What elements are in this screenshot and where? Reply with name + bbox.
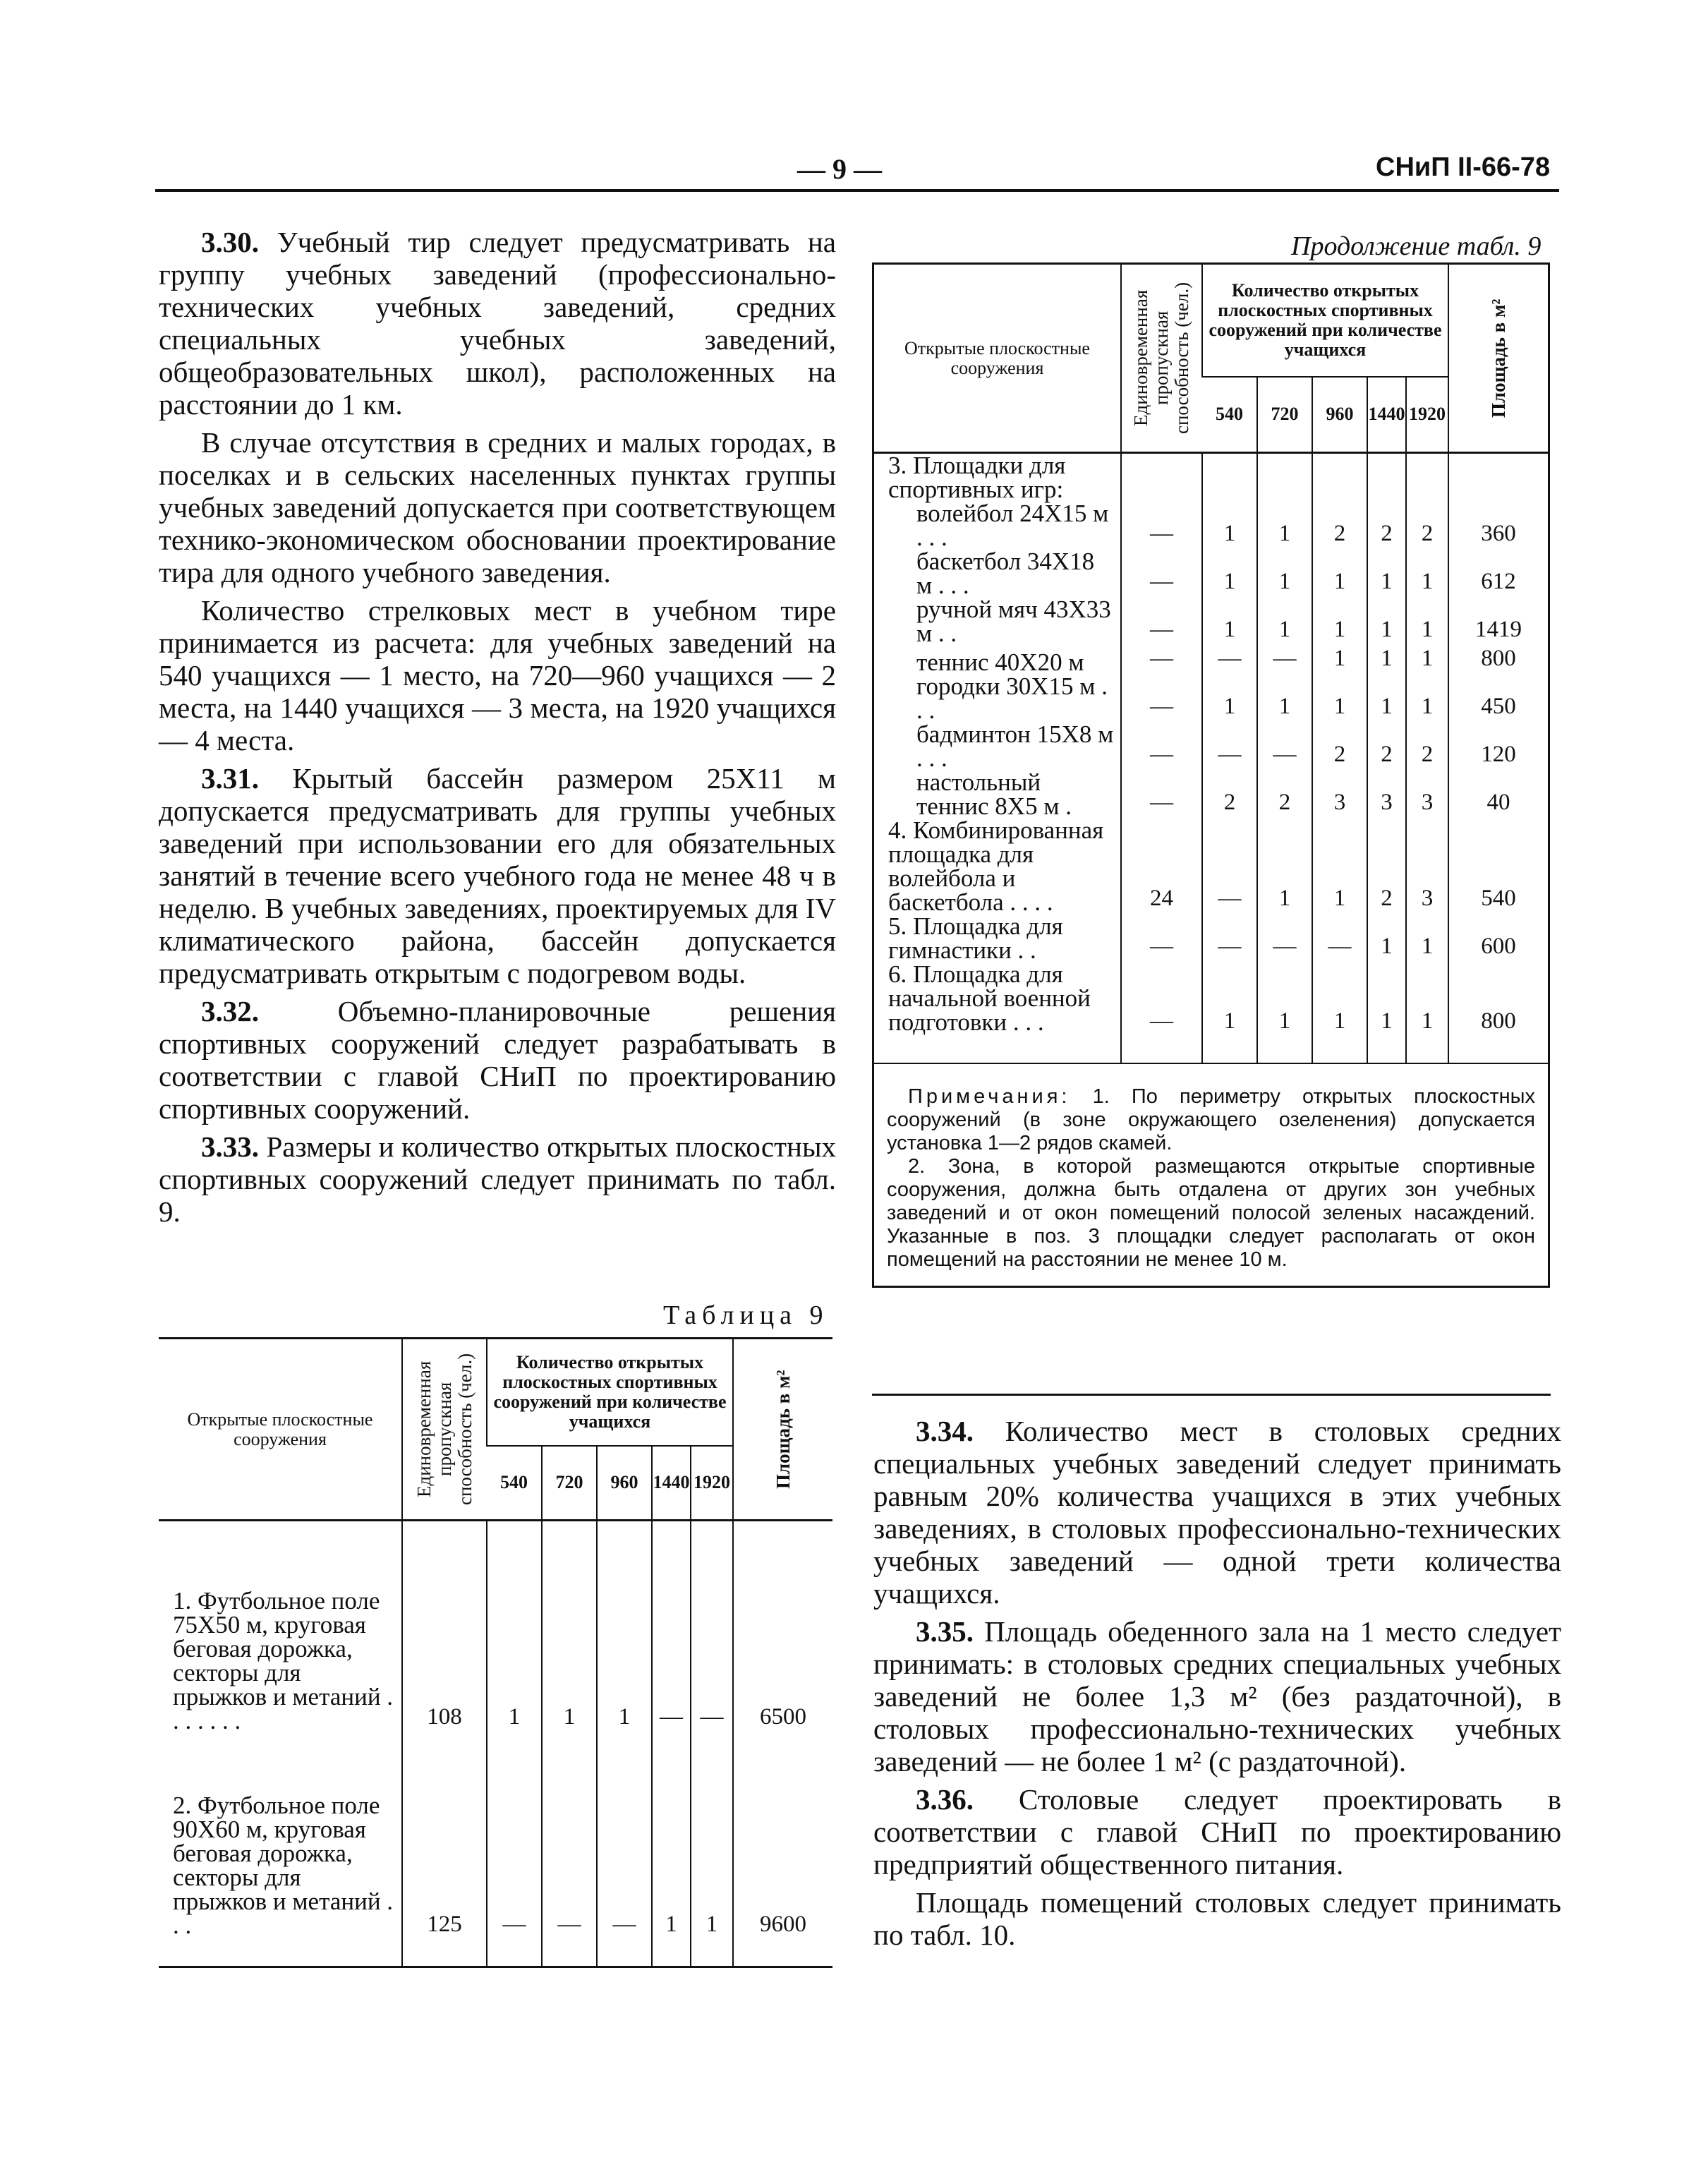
- table-row: [874, 598, 1548, 646]
- row-quantity: 1: [1257, 819, 1312, 915]
- row-area: 600: [1448, 915, 1548, 962]
- table-row: [874, 771, 1548, 819]
- row-capacity: —: [1121, 598, 1202, 646]
- paragraph-text: Объемно-планировочные решения спортивных сооружений следует разрабатывать в соответствии с главой СНиП по проектированию спортивных сооружений.: [159, 995, 836, 1125]
- row-quantity: 1: [1367, 550, 1406, 598]
- row-quantity: 1: [1367, 915, 1406, 962]
- paragraph-text: Количество мест в столовых средних специальных учебных заведений следует принимать равным 20% количества учащихся в этих учебных заведениях, в столовых профессионально-технических учебных заведений — одной трети количества учащихся.: [873, 1415, 1561, 1610]
- row-capacity: —: [1121, 771, 1202, 819]
- row-quantity: 2: [1312, 502, 1367, 550]
- row-area: 120: [1448, 723, 1548, 771]
- table-row: [159, 1521, 832, 1734]
- paragraph-text: Размеры и количество открытых плоскостных спортивных сооружений следует принимать по табл. 9.: [159, 1130, 837, 1228]
- continuation-caption: Продолжение табл. 9: [1291, 231, 1542, 261]
- row-quantity: —: [487, 1733, 542, 1966]
- row-capacity: —: [1121, 675, 1202, 723]
- row-quantity: 1: [1367, 962, 1406, 1063]
- row-capacity: —: [1121, 962, 1202, 1063]
- row-name: 4. Комбинированная площадка для волейбола и баскетбола . . . .: [888, 816, 1104, 916]
- row-quantity: 2: [1202, 771, 1257, 819]
- row-capacity: 108: [402, 1521, 487, 1734]
- paragraph-text: Площадь помещений столовых следует принимать по табл. 10.: [873, 1886, 1561, 1951]
- column-header-area: Площадь в м²: [1487, 298, 1509, 418]
- row-quantity: 1: [1367, 675, 1406, 723]
- paragraph-text: Количество стрелковых мест в учебном тире принимается из расчета: для учебных заведений на 540 учащихся — 1 место, на 720—960 учащихся — 2 места, на 1440 учащихся — 3 места, на 1920 учащихся — 4 места.: [159, 594, 836, 756]
- row-capacity: —: [1121, 646, 1202, 675]
- row-capacity: 125: [402, 1733, 487, 1966]
- students-count-header: 720: [1257, 377, 1312, 453]
- row-capacity: —: [1121, 915, 1202, 962]
- row-area: [1448, 453, 1548, 502]
- row-area: 800: [1448, 646, 1548, 675]
- row-quantity: —: [652, 1521, 691, 1734]
- row-capacity: —: [1121, 502, 1202, 550]
- note-2: 2. Зона, в которой размещаются открытые спортивные сооружения, должна быть отдалена от других зон учебных заведений и от окон помещений полосой зеленых насаждений. Указанные в поз. 3 площадки следует располагать от окон помещений на расстоянии не менее 10 м.: [887, 1155, 1535, 1271]
- row-area: 9600: [733, 1733, 832, 1966]
- right-column-text: [873, 1415, 1561, 1957]
- row-quantity: [1312, 453, 1367, 502]
- left-column-text: [159, 226, 836, 1233]
- students-count-header: 1440: [652, 1446, 691, 1521]
- paragraph-text: Площадь обеденного зала на 1 место следует принимать: в столовых средних специальных учебных заведений не более 1,3 м² (без раздаточной), в столовых профессионально-технических учебных заведений — не более 1 м² (с раздаточной).: [873, 1615, 1562, 1777]
- row-quantity: 1: [1367, 598, 1406, 646]
- table-row: [159, 1733, 832, 1966]
- column-header-area: Площадь в м²: [772, 1370, 794, 1489]
- paragraph: [159, 226, 836, 421]
- table-row: [874, 819, 1548, 915]
- table-row: [874, 502, 1548, 550]
- paragraph: [873, 1415, 1561, 1610]
- row-name: волейбол 24Х15 м . . .: [916, 500, 1109, 551]
- clause-number: 3.33.: [201, 1130, 267, 1163]
- row-area: 612: [1448, 550, 1548, 598]
- students-count-header: 540: [487, 1446, 542, 1521]
- row-quantity: —: [542, 1733, 597, 1966]
- row-quantity: 3: [1406, 819, 1448, 915]
- students-count-header: 540: [1202, 377, 1257, 453]
- row-quantity: 2: [1406, 723, 1448, 771]
- table-9-part2: [872, 262, 1550, 1288]
- row-name: 2. Футбольное поле 90Х60 м, круговая беговая дорожка, секторы для прыжков и метаний . . .: [173, 1792, 394, 1939]
- row-quantity: —: [1257, 915, 1312, 962]
- row-quantity: —: [1202, 819, 1257, 915]
- table-row: [874, 962, 1548, 1063]
- document-code: СНиП II-66-78: [1376, 152, 1551, 182]
- row-quantity: 1: [1312, 675, 1367, 723]
- row-name: бадминтон 15Х8 м . . .: [916, 720, 1114, 772]
- row-name: настольный теннис 8Х5 м .: [916, 768, 1072, 820]
- paragraph-text: В случае отсутствия в средних и малых городах, в поселках и в сельских населенных пунктах группы учебных заведений допускается при соответствующем технико-экономическом обосновании проектирование тира для одного учебного заведения.: [159, 426, 836, 588]
- row-quantity: 1: [1406, 550, 1448, 598]
- row-quantity: —: [1202, 646, 1257, 675]
- row-area: 540: [1448, 819, 1548, 915]
- row-area: 6500: [733, 1521, 832, 1734]
- row-quantity: 1: [1257, 550, 1312, 598]
- table-row: [874, 915, 1548, 962]
- row-quantity: —: [1257, 723, 1312, 771]
- row-quantity: 1: [1312, 962, 1367, 1063]
- column-header-quantity: Количество открытых плоскостных спортивных сооружений при количестве учащихся: [1202, 265, 1448, 377]
- row-capacity: 24: [1121, 819, 1202, 915]
- row-quantity: 2: [1367, 502, 1406, 550]
- table-row: [874, 646, 1548, 675]
- paragraph: [159, 426, 836, 588]
- paragraph: [159, 1130, 836, 1228]
- row-quantity: 1: [1406, 646, 1448, 675]
- students-count-header: 960: [597, 1446, 652, 1521]
- row-quantity: 1: [1406, 915, 1448, 962]
- row-quantity: 1: [1202, 962, 1257, 1063]
- row-quantity: 1: [1406, 598, 1448, 646]
- row-quantity: —: [1202, 723, 1257, 771]
- row-quantity: 3: [1406, 771, 1448, 819]
- table-9-continued: [874, 265, 1548, 1063]
- paragraph-text: Крытый бассейн размером 25Х11 м допускается предусматривать для группы учебных заведений при использовании его для обязательных занятий в течение всего учебного года не менее 48 ч в неделю. В учебных заведениях, проектируемых для IV климатического района, бассейн допускается предусматривать открытым с подогревом воды.: [159, 762, 836, 989]
- row-quantity: 1: [691, 1733, 733, 1966]
- clause-number: 3.35.: [916, 1615, 985, 1648]
- table-caption: Таблица 9: [663, 1300, 829, 1330]
- row-quantity: 1: [652, 1733, 691, 1966]
- row-name: 5. Площадка для гимнастики . .: [888, 912, 1063, 964]
- row-quantity: 3: [1312, 771, 1367, 819]
- clause-number: 3.36.: [916, 1783, 1019, 1816]
- row-capacity: —: [1121, 723, 1202, 771]
- row-quantity: 2: [1312, 723, 1367, 771]
- table-row: [874, 550, 1548, 598]
- row-quantity: —: [1202, 915, 1257, 962]
- column-header-name: Открытые плоскостные сооружения: [187, 1408, 373, 1449]
- students-count-header: 1920: [691, 1446, 733, 1521]
- row-quantity: [1406, 453, 1448, 502]
- row-area: 360: [1448, 502, 1548, 550]
- note-1: 1. По периметру открытых плоскостных сооружений (в зоне окружающего озеленения) допускается установка 1—2 рядов скамей.: [887, 1085, 1536, 1154]
- separator-rule: [872, 1394, 1551, 1396]
- paragraph: [159, 762, 836, 989]
- row-quantity: 1: [1312, 598, 1367, 646]
- row-quantity: 2: [1257, 771, 1312, 819]
- row-quantity: 1: [1367, 646, 1406, 675]
- row-quantity: [1202, 453, 1257, 502]
- row-area: 1419: [1448, 598, 1548, 646]
- paragraph: [873, 1783, 1561, 1881]
- clause-number: 3.34.: [916, 1415, 1005, 1447]
- row-quantity: [1367, 453, 1406, 502]
- row-quantity: 1: [1312, 550, 1367, 598]
- row-quantity: —: [691, 1521, 733, 1734]
- column-header-name: Открытые плоскостные сооружения: [904, 337, 1090, 378]
- clause-number: 3.31.: [201, 762, 293, 795]
- row-quantity: —: [1312, 915, 1367, 962]
- row-quantity: 1: [1257, 962, 1312, 1063]
- column-header-capacity: Единовременная пропускная способность (чел.): [413, 1353, 476, 1506]
- paragraph: [159, 594, 836, 756]
- row-quantity: 1: [1257, 598, 1312, 646]
- row-quantity: 3: [1367, 771, 1406, 819]
- row-quantity: 1: [597, 1521, 652, 1734]
- row-quantity: 1: [1406, 675, 1448, 723]
- table-row: [874, 453, 1548, 502]
- table-9: [159, 1339, 832, 1966]
- students-count-header: 720: [542, 1446, 597, 1521]
- row-name: городки 30Х15 м . . .: [916, 672, 1108, 724]
- row-name: ручной мяч 43Х33 м . .: [916, 596, 1111, 647]
- row-area: 450: [1448, 675, 1548, 723]
- table-notes: [874, 1063, 1548, 1286]
- row-quantity: 1: [1312, 819, 1367, 915]
- students-count-header: 1440: [1367, 377, 1406, 453]
- row-quantity: —: [597, 1733, 652, 1966]
- row-area: 40: [1448, 771, 1548, 819]
- row-quantity: 2: [1367, 723, 1406, 771]
- page-number: — 9 —: [797, 153, 882, 185]
- clause-number: 3.32.: [201, 995, 338, 1027]
- row-quantity: 1: [1257, 675, 1312, 723]
- table-row: [874, 723, 1548, 771]
- column-header-capacity: Единовременная пропускная способность (чел.): [1130, 282, 1192, 435]
- row-quantity: 1: [1202, 598, 1257, 646]
- row-capacity: —: [1121, 550, 1202, 598]
- row-name: баскетбол 34Х18 м . . .: [916, 548, 1095, 599]
- paragraph: [873, 1615, 1561, 1777]
- paragraph-text: Учебный тир следует предусматривать на группу учебных заведений (профессионально-технических учебных заведений, средних специальных учебных заведений, общеобразовательных школ), расположенных на расстоянии до 1 км.: [159, 226, 837, 421]
- students-count-header: 960: [1312, 377, 1367, 453]
- notes-title: Примечания:: [908, 1085, 1071, 1108]
- paragraph: [873, 1886, 1561, 1951]
- row-quantity: 2: [1406, 502, 1448, 550]
- row-name: теннис 40Х20 м: [916, 648, 1084, 676]
- row-quantity: 1: [1202, 675, 1257, 723]
- clause-number: 3.30.: [201, 226, 277, 258]
- row-quantity: 1: [1312, 646, 1367, 675]
- table-9-part1: [159, 1337, 832, 1968]
- row-capacity: [1121, 453, 1202, 502]
- row-quantity: 2: [1367, 819, 1406, 915]
- row-quantity: 1: [1202, 502, 1257, 550]
- row-name: 3. Площадки для спортивных игр:: [888, 452, 1066, 503]
- header-rule: [155, 189, 1559, 192]
- row-quantity: 1: [542, 1521, 597, 1734]
- column-header-quantity: Количество открытых плоскостных спортивных сооружений при количестве учащихся: [487, 1339, 733, 1446]
- students-count-header: 1920: [1406, 377, 1448, 453]
- row-quantity: 1: [1202, 550, 1257, 598]
- row-quantity: —: [1257, 646, 1312, 675]
- row-name: 6. Площадка для начальной военной подготовки . . .: [888, 960, 1091, 1036]
- row-quantity: 1: [1406, 962, 1448, 1063]
- row-name: 1. Футбольное поле 75Х50 м, круговая беговая дорожка, секторы для прыжков и метаний . . . . . . .: [173, 1587, 394, 1734]
- row-quantity: 1: [487, 1521, 542, 1734]
- paragraph: [159, 995, 836, 1125]
- paragraph-text: Столовые следует проектировать в соответствии с главой СНиП по проектированию предприятий общественного питания.: [873, 1783, 1562, 1881]
- table-row: [874, 675, 1548, 723]
- row-quantity: 1: [1257, 502, 1312, 550]
- row-area: 800: [1448, 962, 1548, 1063]
- row-quantity: [1257, 453, 1312, 502]
